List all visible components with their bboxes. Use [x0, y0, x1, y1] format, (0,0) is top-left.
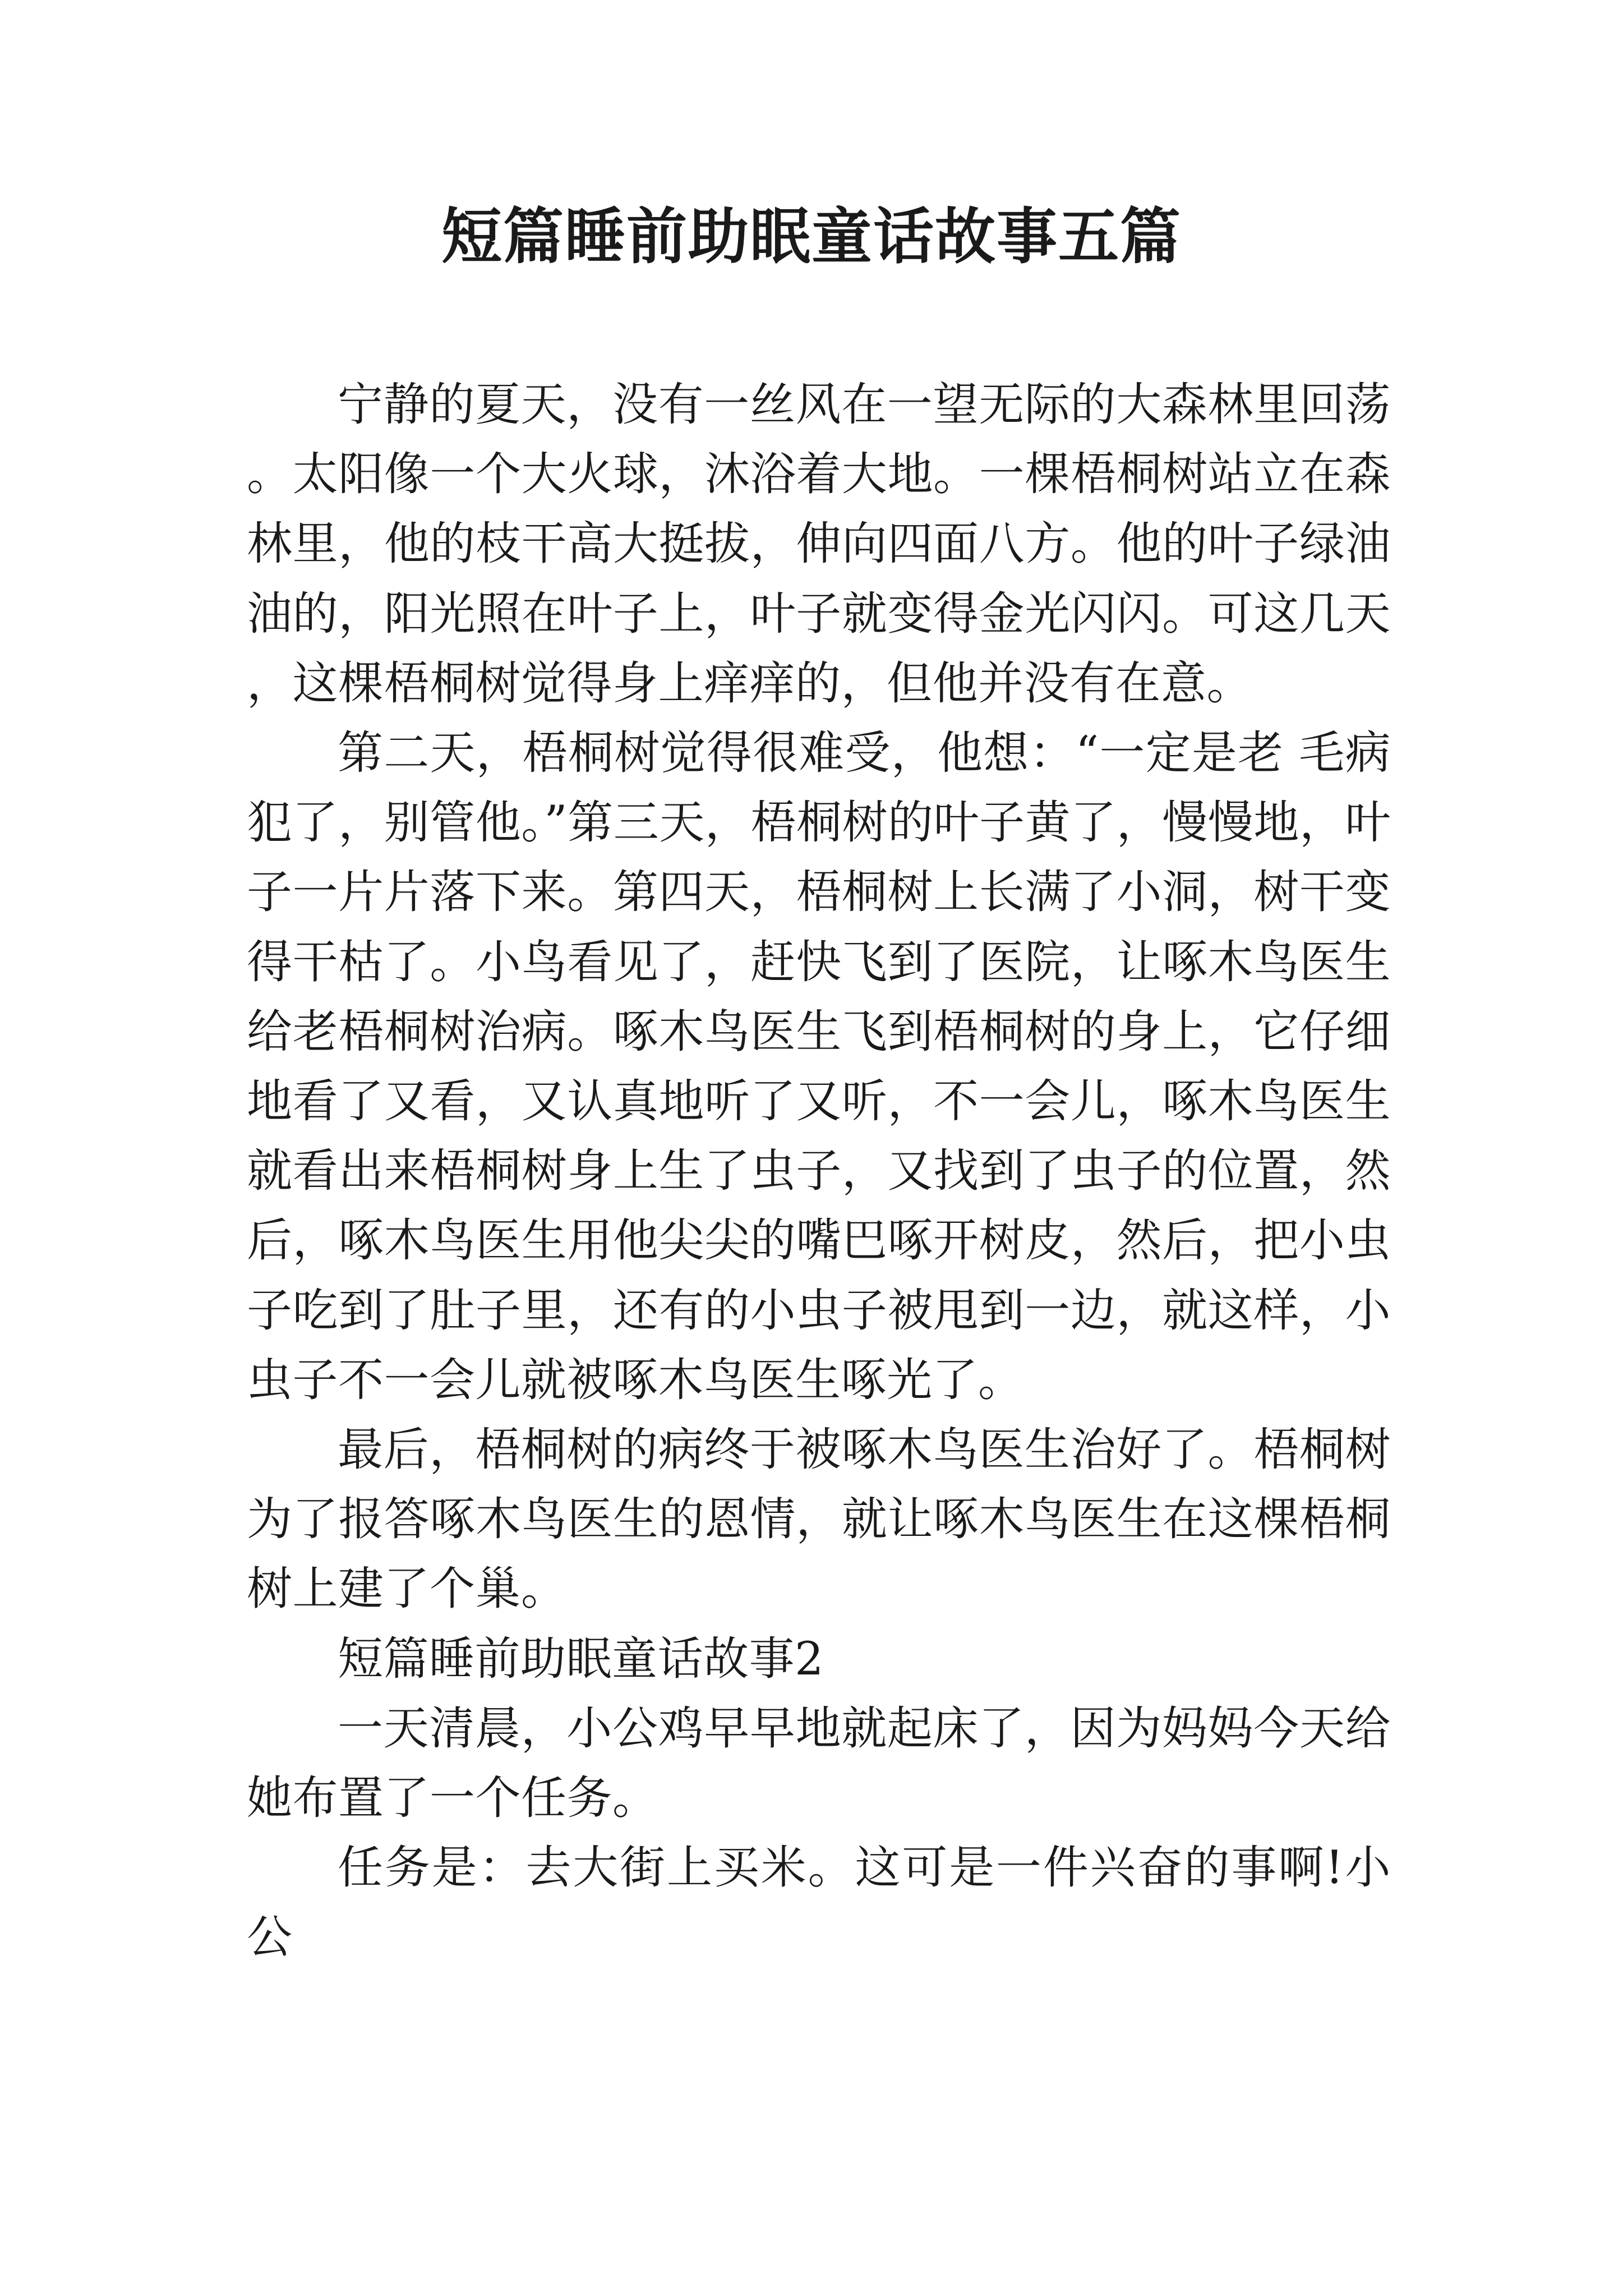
- document-title: 短篇睡前助眠童话故事五篇: [441, 201, 1182, 272]
- paragraph: 第二天，梧桐树觉得很难受，他想：“一定是老 毛病犯了，别管他。”第三天，梧桐树的叶子黄了，慢慢地，叶子一片片落下来。第四天，梧桐树上长满了小洞，树干变得干枯了。小鸟看见了，赶快飞到了医院，让啄木鸟医生给老梧桐树治病。啄木鸟医生飞到梧桐树的身上，它仔细地看了又看，又认真地听了又听，不一会儿，啄木鸟医生就看出来梧桐树身上生了虫子，又找到了虫子的位置，然后，啄木鸟医生用他尖尖的嘴巴啄开树皮，然后，把小虫子吃到了肚子里，还有的小虫子被甩到一边，就这样，小虫子不一会儿就被啄木鸟医生啄光了。: [247, 727, 1391, 1407]
- paragraph: 任务是：去大街上买米。这可是一件兴奋的事啊!小公: [247, 1842, 1391, 1964]
- paragraph: 一天清晨，小公鸡早早地就起床了，因为妈妈今天给她布置了一个任务。: [247, 1702, 1391, 1825]
- paragraph: 宁静的夏天，没有一丝风在一望无际的大森林里回荡。太阳像一个大火球，沐浴着大地。一棵梧桐树站立在森林里，他的枝干高大挺拔，伸向四面八方。他的叶子绿油油的，阳光照在叶子上，叶子就变得金光闪闪。可这几天，这棵梧桐树觉得身上痒痒的，但他并没有在意。: [247, 379, 1391, 710]
- section-heading: 短篇睡前助眠童话故事2: [338, 1632, 824, 1686]
- paragraph: 最后，梧桐树的病终于被啄木鸟医生治好了。梧桐树为了报答啄木鸟医生的恩情，就让啄木鸟医生在这棵梧桐树上建了个巢。: [247, 1424, 1391, 1616]
- document-body: [247, 370, 1391, 1973]
